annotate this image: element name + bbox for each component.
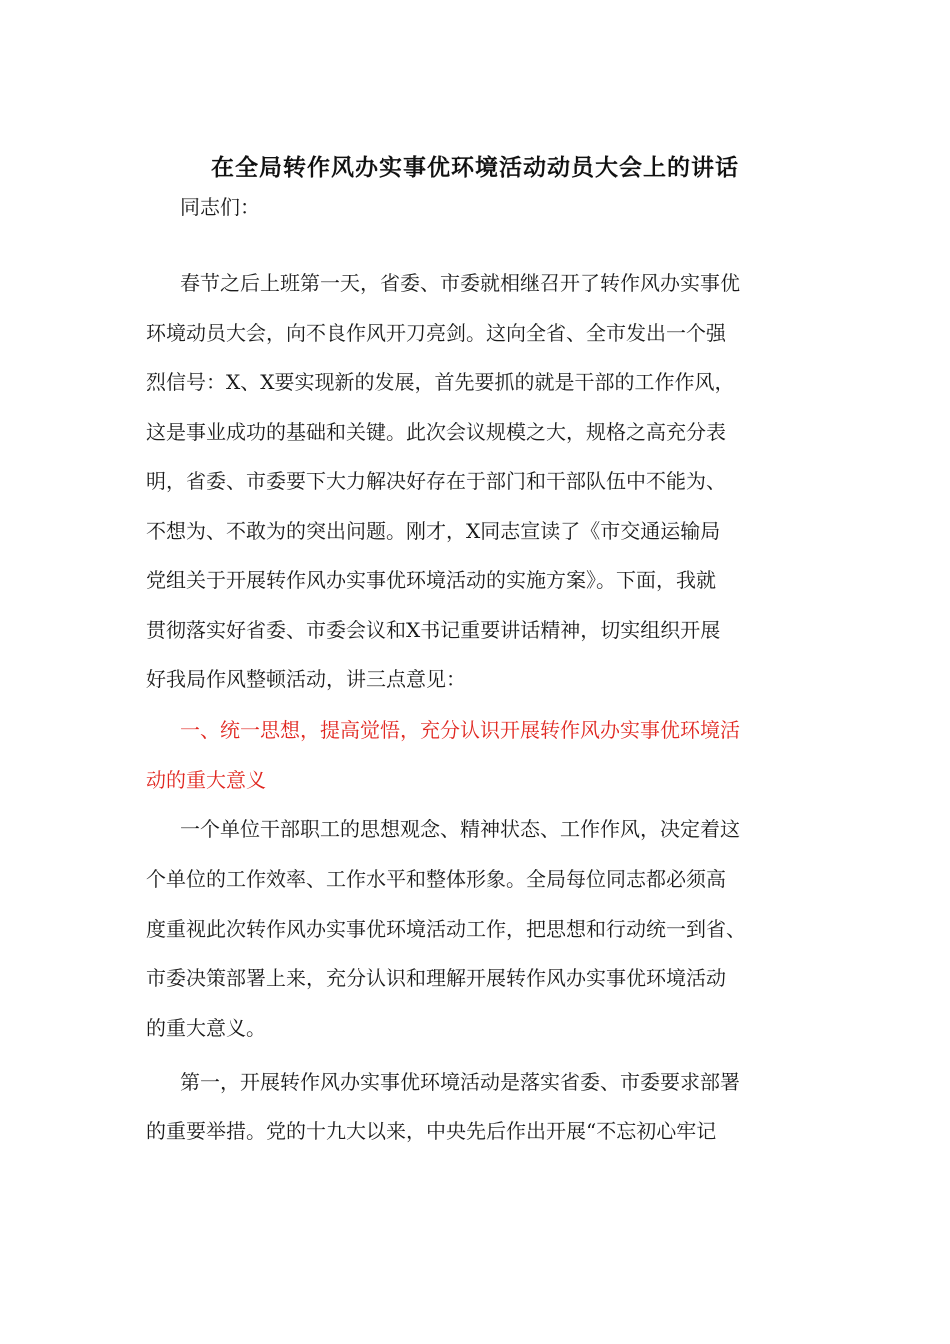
paragraph-2-line: 的重大意义。 (146, 1016, 266, 1040)
salutation: 同志们： (180, 195, 260, 219)
document-title: 在全局转作风办实事优环境活动动员大会上的讲话 (211, 154, 739, 181)
paragraph-1-line: 好我局作风整顿活动，讲三点意见： (146, 667, 466, 691)
paragraph-2-line: 市委决策部署上来，充分认识和理解开展转作风办实事优环境活动 (146, 966, 726, 990)
section-heading-1: 一、统一思想，提高觉悟，充分认识开展转作风办实事优环境活 (180, 718, 740, 742)
paragraph-1-line: 不想为、不敢为的突出问题。刚才，X同志宣读了《市交通运输局 (146, 519, 721, 543)
paragraph-1-line: 党组关于开展转作风办实事优环境活动的实施方案》。下面，我就 (146, 568, 716, 592)
paragraph-1-line: 这是事业成功的基础和关键。此次会议规模之大，规格之高充分表 (146, 420, 726, 444)
paragraph-2-line: 度重视此次转作风办实事优环境活动工作，把思想和行动统一到省、 (146, 917, 746, 941)
paragraph-2-line: 一个单位干部职工的思想观念、精神状态、工作作风，决定着这 (180, 817, 740, 841)
paragraph-2-line: 个单位的工作效率、工作水平和整体形象。全局每位同志都必须高 (146, 867, 726, 891)
paragraph-1-line: 烈信号：X、X要实现新的发展，首先要抓的就是干部的工作作风， (146, 370, 735, 394)
paragraph-3-line: 的重要举措。党的十九大以来，中央先后作出开展“不忘初心牢记 (146, 1119, 717, 1143)
paragraph-1-line: 明，省委、市委要下大力解决好存在于部门和干部队伍中不能为、 (146, 469, 726, 493)
paragraph-3-line: 第一，开展转作风办实事优环境活动是落实省委、市委要求部署 (180, 1070, 740, 1094)
paragraph-1-line: 环境动员大会，向不良作风开刀亮剑。这向全省、全市发出一个强 (146, 321, 726, 345)
paragraph-1-line: 春节之后上班第一天，省委、市委就相继召开了转作风办实事优 (180, 271, 740, 295)
paragraph-1-line: 贯彻落实好省委、市委会议和X书记重要讲话精神，切实组织开展 (146, 618, 721, 642)
section-heading-1: 动的重大意义 (146, 768, 266, 792)
